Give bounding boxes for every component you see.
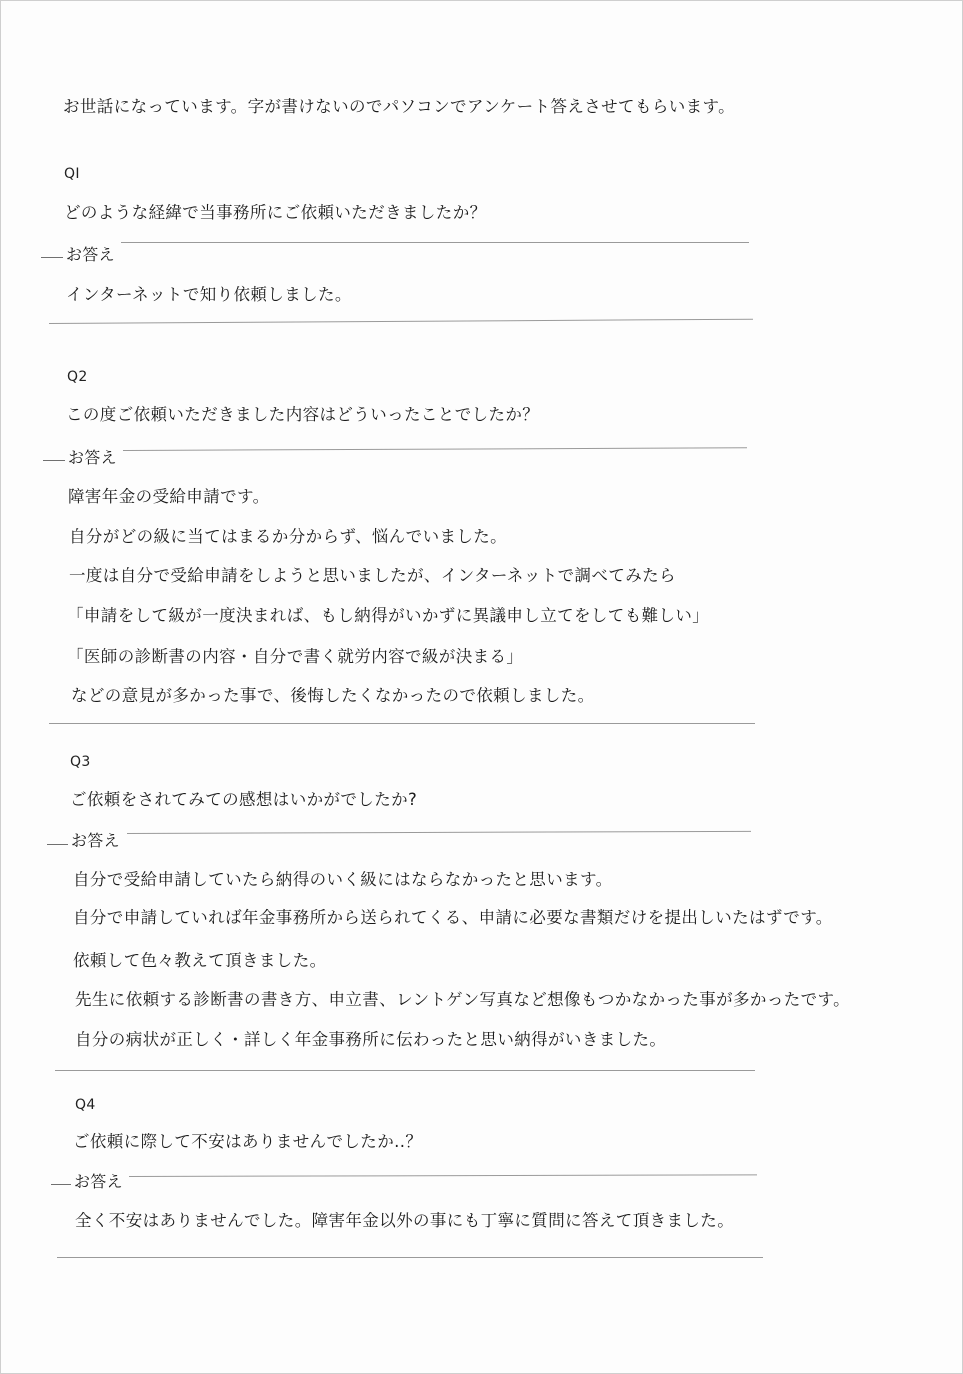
q2-answer-line: 「医師の診断書の内容・自分で書く就労内容で級が決まる」 [67,647,524,666]
q1-answer-dash [41,257,63,258]
q4-question: ご依頼に際して不安はありませんでしたか..？ [73,1132,423,1151]
q2-number: Q2 [67,369,88,385]
q3-number: Q3 [70,754,91,770]
q3-question: ご依頼をされてみての感想はいかがでしたか? [70,790,418,809]
q2-answer-line: 「申請をして級が一度決まれば、もし納得がいかずに異議申し立てをしても難しい」 [67,606,710,625]
q4-answer-line: 全く不安はありませんでした。障害年金以外の事にも丁寧に質問に答えて頂きました。 [75,1211,735,1230]
q4-end-rule [57,1257,763,1258]
q2-answer-line: 自分がどの級に当てはまるか分からず、悩んでいました。 [69,527,508,546]
q3-answer-rule [127,831,751,834]
q2-answer-dash [43,460,67,461]
q2-answer-label: お答え [65,448,120,468]
q3-answer-line: 先生に依頼する診断書の書き方、申立書、レントゲン写真など想像もつかなかった事が多かったです。 [75,990,851,1009]
q2-answer-line: 一度は自分で受給申請をしようと思いましたが、インターネットで調べてみたら [69,566,676,585]
q4-answer-dash [51,1184,73,1185]
q2-end-rule [49,723,755,724]
q1-end-rule [49,319,753,324]
q3-answer-label: お答え [68,831,123,851]
q1-question: どのような経緯で当事務所にご依頼いただきましたか？ [64,203,487,222]
q3-answer-line: 自分で申請していれば年金事務所から送られてくる、申請に必要な書類だけを提出しいたはずです。 [73,908,833,927]
q1-answer-line: インターネットで知り依頼しました。 [66,285,352,304]
intro-text: お世話になっています。字が書けないのでパソコンでアンケート答えさせてもらいます。 [63,97,736,116]
q3-end-rule [55,1070,755,1071]
q3-answer-line: 自分の病状が正しく・詳しく年金事務所に伝わったと思い納得がいきました。 [75,1030,667,1049]
q3-answer-line: 依頼して色々教えて頂きました。 [73,951,327,970]
q1-answer-label: お答え [63,245,118,265]
q2-answer-line: などの意見が多かった事で、後悔したくなかったので依頼しました。 [71,686,595,705]
q4-answer-label: お答え [71,1172,126,1192]
q2-answer-line: 障害年金の受給申請です。 [68,487,270,506]
q2-question: この度ご依頼いただきました内容はどういったことでしたか？ [66,405,540,424]
q1-answer-rule [121,242,749,243]
q3-answer-dash [47,844,69,845]
q2-answer-rule [123,447,747,451]
q1-number: QI [64,166,80,182]
q4-number: Q4 [75,1097,96,1113]
q3-answer-line: 自分で受給申請していたら納得のいく級にはならなかったと思います。 [73,870,613,889]
q4-answer-rule [129,1174,757,1177]
